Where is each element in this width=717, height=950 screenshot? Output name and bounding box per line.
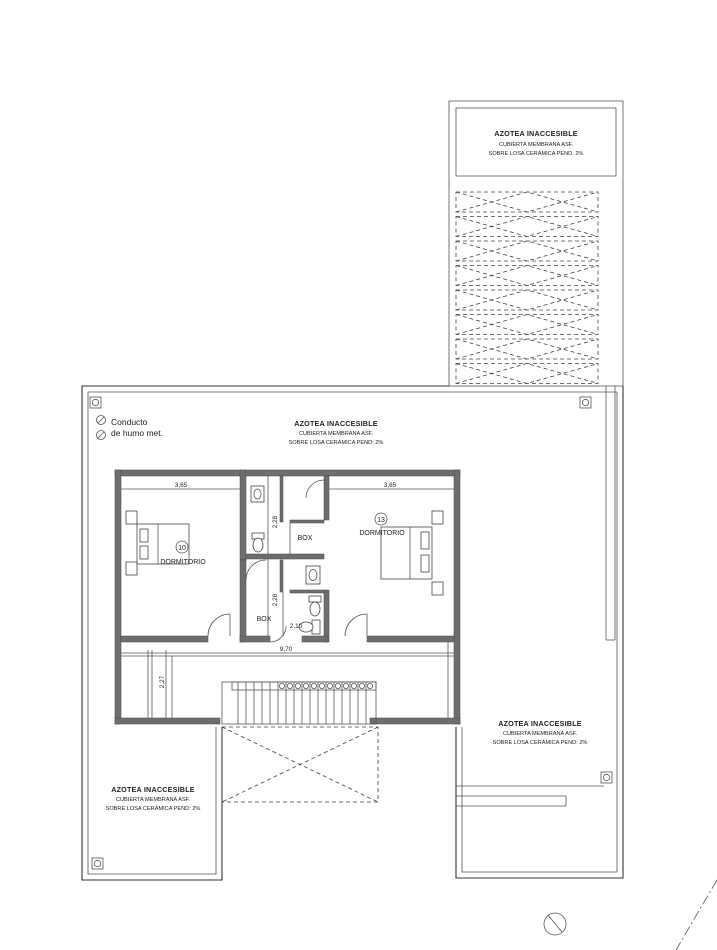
left-roof-title: AZOTEA INACCESIBLE [111,785,195,794]
stair-step-marker [319,683,324,688]
room-number: 13 [377,517,385,524]
downspout-icon [601,772,612,783]
top-roof-line2: SOBRE LOSA CERÁMICA PEND. 2% [488,151,584,157]
dim-bedroom-right: 3,65 [383,482,397,489]
box-lower-label: BOX [256,616,272,623]
stair-step-marker [335,683,340,688]
dim-bath-upper: 2,28 [272,515,279,529]
bedroom-13 [359,513,405,537]
right-roof-line2: SOBRE LOSA CERÁMICA PEND: 2% [492,740,588,746]
toilet-icon [252,533,264,552]
main-roof-title: AZOTEA INACCESIBLE [294,419,378,428]
smoke-duct-icon [97,431,106,440]
downspout-icon [580,397,591,408]
pergola-strip [456,217,598,237]
stair-step-marker [359,683,364,688]
toilet-icon [309,596,321,616]
bed-right [381,511,443,595]
property-line [676,880,717,950]
north-arrow-icon [544,913,566,935]
stair [222,682,376,724]
stair-step-marker [279,683,284,688]
main-roof-line1: CUBIERTA MEMBRANA ASF. [298,431,374,437]
pergola-strips [456,192,598,384]
dim-hall-length: 9,70 [279,646,293,653]
right-roof-line1: CUBIERTA MEMBRANA ASF. [502,731,578,737]
pergola-strip [456,315,598,335]
stair-step-marker [327,683,332,688]
pergola-strip-cross [456,266,598,286]
sink-icon [251,486,264,502]
dim-bedroom-left: 3,65 [174,482,188,489]
pergola-strip [456,266,598,286]
smoke-duct-icon [97,416,106,425]
pergola-strip-cross [456,217,598,237]
main-roof-label [289,419,384,446]
door-swings [208,480,367,642]
pergola-strip-cross [456,241,598,261]
room-name: DORMITORIO [359,530,405,537]
left-roof-label [106,785,201,812]
stair-step-marker [287,683,292,688]
left-roof-line1: CUBIERTA MEMBRANA ASF. [115,797,191,803]
left-roof-line2: SOBRE LOSA CERÁMICA PEND: 2% [105,806,201,812]
stair-step-marker [367,683,372,688]
stair-step-marker [303,683,308,688]
top-roof-block [449,101,623,640]
stair-step-marker [295,683,300,688]
pergola-strip-cross [456,364,598,384]
pergola-strip [456,290,598,310]
stair-void [222,727,378,802]
pergola-strip [456,241,598,261]
main-roof-line2: SOBRE LOSA CERÁMICA PEND: 2% [288,440,384,446]
dim-bath-lower: 2,28 [272,593,279,607]
pergola-strip-cross [456,290,598,310]
pergola-strip-cross [456,192,598,212]
room-number: 10 [178,545,186,552]
downspout-icon [92,858,103,869]
dim-hall-depth: 2,27 [159,675,166,689]
top-roof-line1: CUBIERTA MEMBRANA ASF. [498,142,574,148]
right-roof-title: AZOTEA INACCESIBLE [498,719,582,728]
stair-step-marker [311,683,316,688]
stair-step-marker [343,683,348,688]
smoke-duct-note-line1: Conducto [111,417,148,427]
sink-icon [306,566,320,584]
right-roof-label [493,719,588,746]
dim-bath-lower-width: 2,10 [289,623,303,630]
top-roof-title: AZOTEA INACCESIBLE [494,129,578,138]
box-upper-label: BOX [297,535,313,542]
room-name: DORMITORIO [160,559,206,566]
pergola-strip-cross [456,339,598,359]
stair-step-marker [351,683,356,688]
smoke-duct-note-line2: de humo met. [111,428,163,438]
pergola-strip [456,339,598,359]
downspout-icon [90,397,101,408]
pergola-strip-cross [456,315,598,335]
pergola-strip [456,364,598,384]
top-roof-label [489,129,584,157]
hall [121,642,454,718]
pergola-strip [456,192,598,212]
